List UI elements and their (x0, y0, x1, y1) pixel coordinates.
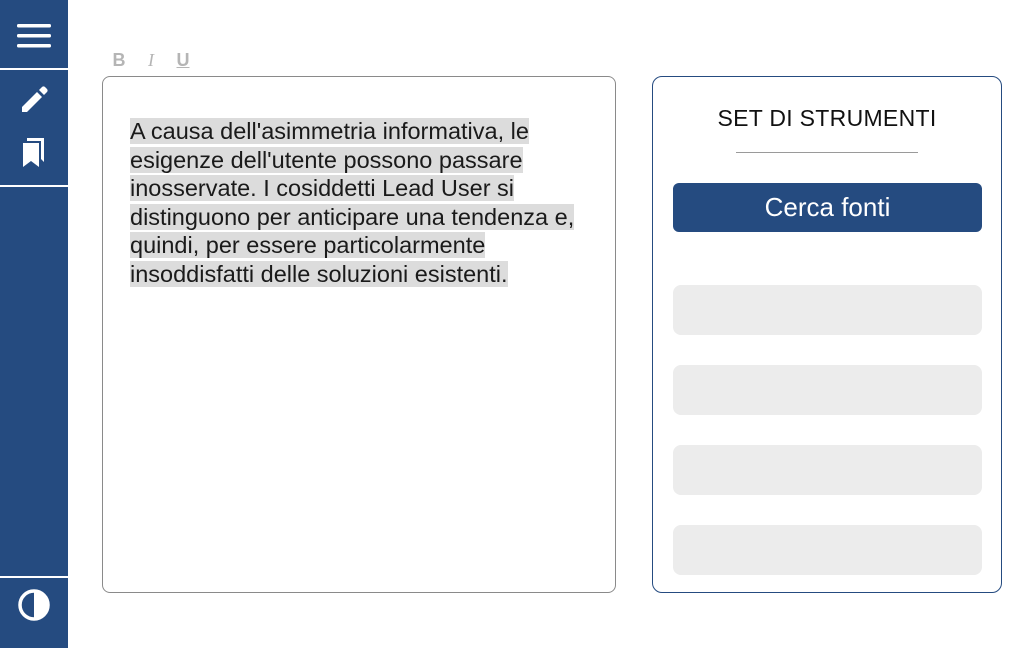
sidebar-divider (0, 185, 68, 187)
edit-button[interactable] (0, 82, 68, 118)
tool-placeholder (673, 445, 982, 495)
contrast-icon (17, 588, 51, 622)
menu-button[interactable] (0, 14, 68, 58)
sidebar-divider (0, 576, 68, 578)
bookmarks-icon (21, 136, 47, 168)
selected-text: A causa dell'asimmetria informativa, le esigenze dell'utente possono passare inosservate. I cosiddetti Lead User si distinguono per anticipare una tendenza e, quindi, per essere particolarmente insoddisfatti delle soluzioni esistenti. (130, 118, 575, 287)
underline-button[interactable]: U (176, 50, 190, 70)
tool-placeholder (673, 285, 982, 335)
contrast-button[interactable] (0, 586, 68, 624)
italic-button[interactable]: I (148, 50, 154, 70)
hamburger-menu-icon (17, 24, 51, 48)
sidebar-divider (0, 68, 68, 70)
sidebar (0, 0, 68, 648)
editor-content[interactable] (130, 117, 591, 288)
tools-panel (652, 76, 1002, 593)
tools-panel-title: SET DI STRUMENTI (717, 105, 937, 131)
pencil-icon (19, 85, 49, 115)
bold-button[interactable]: B (112, 50, 126, 70)
format-toolbar (110, 50, 192, 71)
tools-title-divider (736, 152, 918, 153)
tool-placeholder (673, 525, 982, 575)
bookmarks-button[interactable] (0, 134, 68, 170)
tool-placeholder (673, 365, 982, 415)
search-sources-button[interactable]: Cerca fonti (673, 183, 982, 232)
text-editor[interactable] (102, 76, 616, 593)
